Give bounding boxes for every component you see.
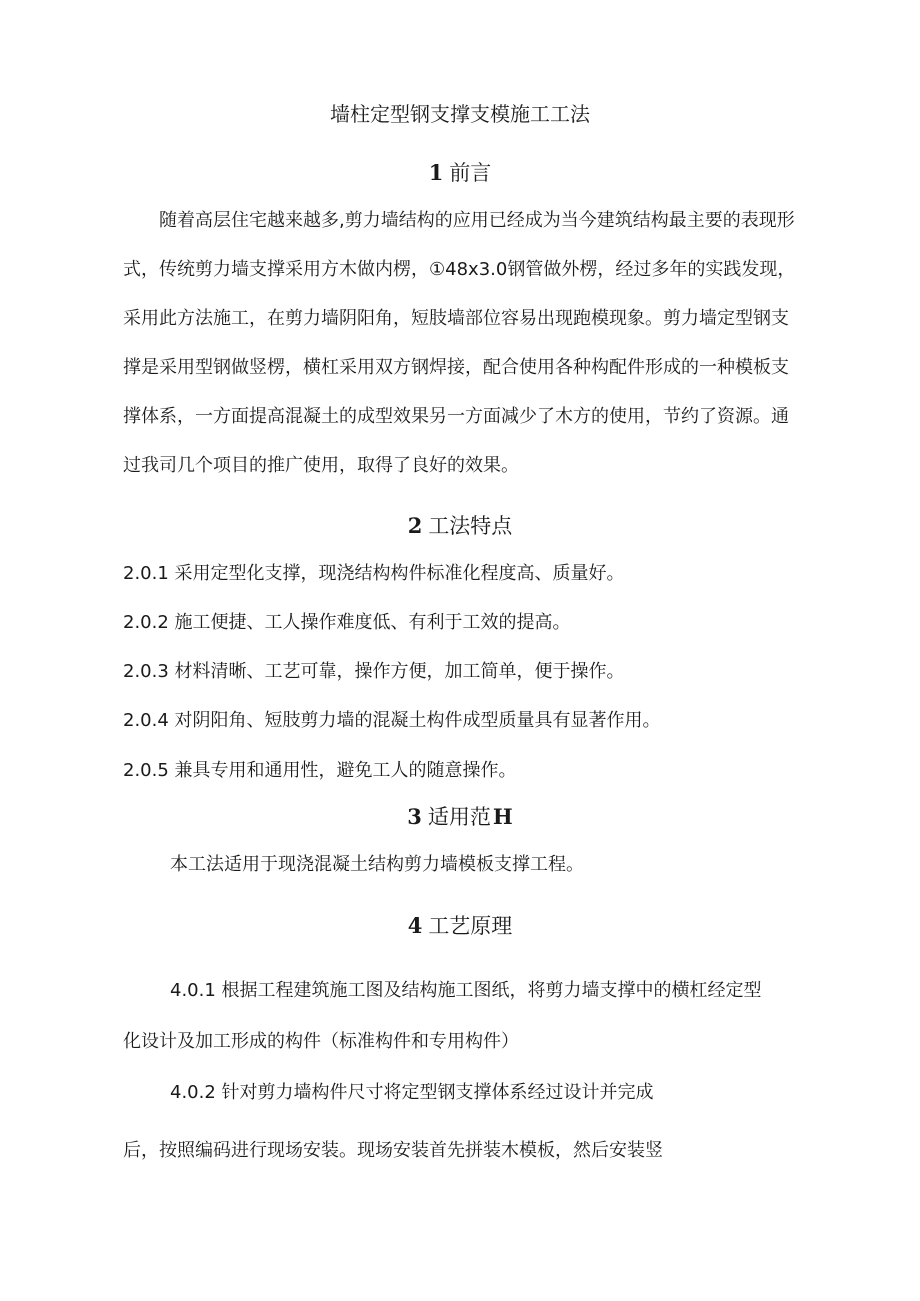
principle-line: 后，按照编码进行现场安装。现场安装首先拼装木模板，然后安装竖	[123, 1140, 663, 1161]
intro-paragraph: 随着高层住宅越来越多,剪力墙结构的应用已经成为当今建筑结构最主要的表现形式，传统剪力墙支撑采用方木做内楞，①48x3.0钢管做外楞，经过多年的实践发现，采用此方法施工，在剪力墙阴阳角，短肢墙部位容易出现跑模现象。剪力墙定型钢支撑是采用型钢做竖楞，横杠采用双方钢焊接，配合使用各种构配件形成的一种模板支撑体系，一方面提高混凝土的成型效果另一方面减少了木方的使用，节约了资源。通过我司几个项目的推广使用，取得了良好的效果。	[123, 210, 796, 476]
feature-item: 2.0.1 采用定型化支撑，现浇结构构件标准化程度高、质量好。	[123, 563, 625, 584]
feature-item: 2.0.2 施工便捷、工人操作难度低、有利于工效的提高。	[123, 612, 571, 633]
document-title: 墙柱定型钢支撑支模施工工法	[330, 102, 590, 126]
section-number: 4	[407, 913, 423, 938]
section-number: 2	[407, 513, 423, 538]
section-number: 1	[428, 160, 444, 185]
section-heading-4	[0, 910, 920, 940]
section-title: 前言	[449, 161, 492, 185]
section-heading-2	[0, 510, 920, 540]
principle-line: 化设计及加工形成的构件（标准构件和专用构件）	[123, 1031, 519, 1052]
section-title: 工法特点	[428, 514, 513, 538]
feature-item: 2.0.3 材料清晰、工艺可靠，操作方便，加工简单，便于操作。	[123, 661, 625, 682]
section-heading-1	[0, 157, 920, 187]
section-title: 适用范	[427, 805, 491, 829]
section-number: 3	[407, 804, 422, 829]
feature-item: 2.0.5 兼具专用和通用性，避免工人的随意操作。	[123, 760, 517, 781]
section-title-tail: H	[492, 804, 513, 829]
principle-line: 4.0.2 针对剪力墙构件尺寸将定型钢支撑体系经过设计并完成	[170, 1082, 654, 1103]
scope-text: 本工法适用于现浇混凝土结构剪力墙模板支撑工程。	[170, 854, 584, 875]
section-heading-3	[0, 801, 920, 831]
feature-item: 2.0.4 对阴阳角、短肢剪力墙的混凝土构件成型质量具有显著作用。	[123, 710, 661, 731]
principle-line: 4.0.1 根据工程建筑施工图及结构施工图纸，将剪力墙支撑中的横杠经定型	[170, 980, 762, 1001]
section-title: 工艺原理	[428, 914, 513, 938]
